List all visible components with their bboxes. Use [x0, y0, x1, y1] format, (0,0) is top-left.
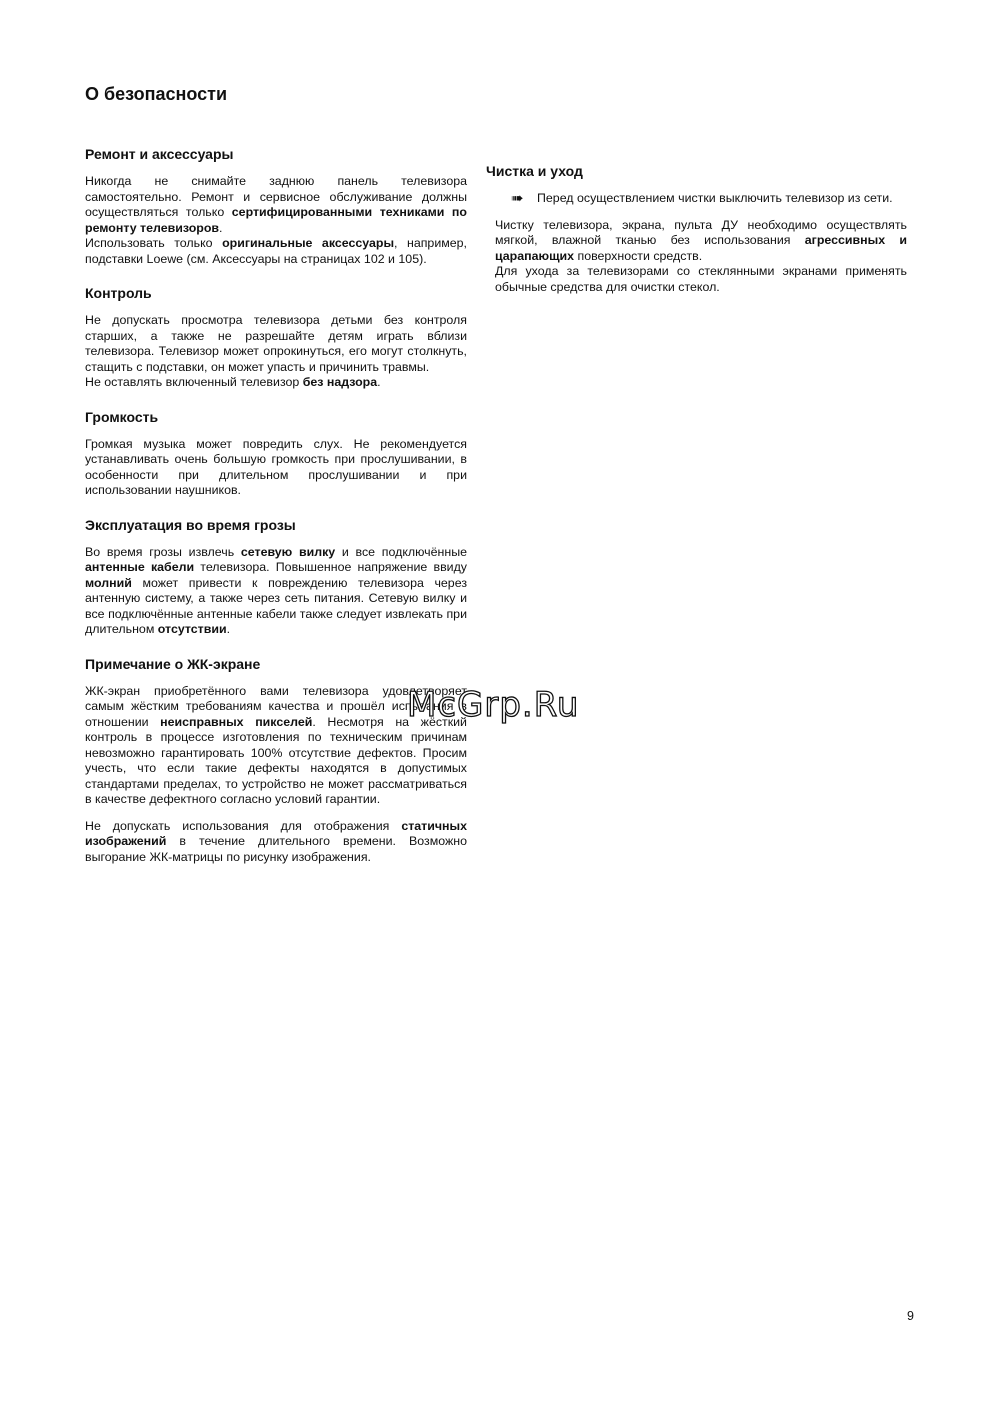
- paragraph-volume-1: Громкая музыка может повредить слух. Не рекомендуется устанавливать очень большую громкость при прослушивании, в особенности при длительном прослушивании и при использовании наушников.: [85, 436, 467, 497]
- paragraph-cleaning-1: Чистку телевизора, экрана, пульта ДУ необходимо осуществлять мягкой, влажной тканью без использования агрессивных и царапающих поверхности средств.: [495, 217, 907, 263]
- cleaning-note-text: Перед осуществлением чистки выключить телевизор из сети.: [537, 191, 893, 205]
- cleaning-body: [495, 218, 907, 296]
- paragraph-repair-2: Использовать только оригинальные аксессуары, например, подставки Loewe (см. Аксессуары на страницах 102 и 105).: [85, 236, 467, 266]
- paragraph-repair-1: Никогда не снимайте заднюю панель телевизора самостоятельно. Ремонт и сервисное обслуживание должны осуществляться только сертифицированными техниками по ремонту телевизоров.: [85, 174, 467, 235]
- paragraph-storm-1: Во время грозы извлечь сетевую вилку и все подключённые антенные кабели телевизора. Повышенное напряжение ввиду молний может привести к повреждению телевизора через антенную систему, а также через сеть питания. Сетевую вилку и все подключённые антенные кабели также следует извлекать при длительном отсутствии.: [85, 544, 467, 636]
- paragraph-cleaning-2: Для ухода за телевизорами со стеклянными экранами применять обычные средства для очистки стекол.: [495, 264, 907, 294]
- watermark: McGrp.Ru: [407, 685, 580, 725]
- spacer: [85, 808, 467, 819]
- paragraph-control-2: Не оставлять включенный телевизор без надзора.: [85, 375, 381, 389]
- section-heading-volume: Громкость: [85, 408, 159, 425]
- paragraph-lcd-2: Не допускать использования для отображения статичных изображений в течение длительного времени. Возможно выгорание ЖК-матрицы по рисунку изображения.: [85, 818, 467, 864]
- section-repair: [85, 145, 467, 267]
- spacer: [486, 207, 907, 218]
- section-control: [85, 284, 467, 391]
- section-heading-cleaning: Чистка и уход: [486, 163, 583, 179]
- section-heading-lcd: Примечание о ЖК-экране: [85, 655, 261, 672]
- section-heading-control: Контроль: [85, 285, 152, 301]
- section-storm: [85, 516, 467, 638]
- cleaning-note: [511, 191, 907, 207]
- section-heading-repair: Ремонт и аксессуары: [85, 146, 234, 162]
- section-volume: [85, 408, 467, 499]
- paragraph-control-1: Не допускать просмотра телевизора детьми без контроля старших, а также не разрешайте детям играть вблизи телевизора. Телевизор может опрокинуться, его могут столкнуть, стащить с подставки, он может упасть и причинить травмы.: [85, 313, 467, 374]
- page-title: О безопасности: [85, 84, 228, 104]
- left-column: [85, 145, 467, 882]
- section-heading-storm: Эксплуатация во время грозы: [85, 516, 296, 533]
- right-column: [486, 162, 907, 312]
- section-cleaning: [486, 162, 907, 295]
- arrow-right-icon: ➠: [511, 190, 524, 207]
- paragraph-lcd-1: ЖК-экран приобретённого вами телевизора удовлетворяет самым жёстким требованиям качества и прошёл испытания в отношении неисправных пикселей. Несмотря на жёсткий контроль в процессе изготовления по техническим причинам невозможно гарантировать 100% отсутствие дефектов. Просим учесть, что если такие дефекты находятся в допустимых стандартами пределах, то устройство не может рассматриваться в качестве дефектного согласно условий гарантии.: [85, 683, 467, 806]
- page-number: 9: [907, 1309, 914, 1323]
